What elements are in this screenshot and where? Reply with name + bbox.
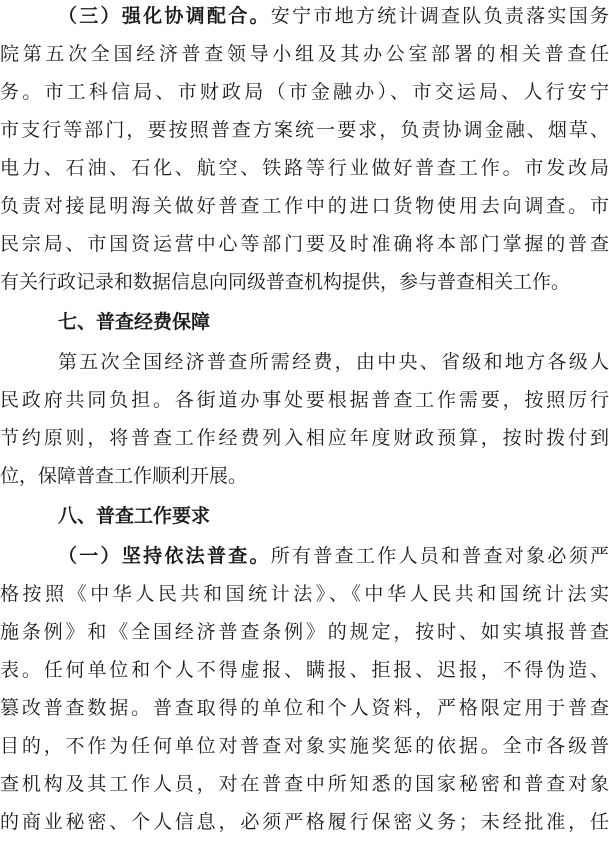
paragraph-text: 所有普查工作人员和普查对象必须严 bbox=[270, 545, 609, 567]
paragraph-line: 电力、石油、石化、航空、铁路等行业做好普查工作。市发改局 bbox=[0, 157, 609, 179]
paragraph-line: 院第五次全国经济普查领导小组及其办公室部署的相关普查任 bbox=[0, 43, 609, 65]
paragraph-line: 民政府共同负担。各街道办事处要根据普查工作需要，按照厉行 bbox=[0, 389, 609, 411]
paragraph-line: 表。任何单位和个人不得虚报、瞒报、拒报、迟报，不得伪造、 bbox=[0, 659, 609, 681]
paragraph-line: 民宗局、市国资运营中心等部门要及时准确将本部门掌握的普查 bbox=[0, 233, 609, 255]
paragraph-text: 安宁市地方统计调查队负责落实国务 bbox=[270, 5, 609, 27]
paragraph-line bbox=[0, 536, 609, 576]
subsection-lead: （三）强化协调配合。 bbox=[58, 5, 271, 27]
paragraph-line: 市支行等部门，要按照普查方案统一要求，负责协调金融、烟草、 bbox=[0, 119, 609, 141]
paragraph-line: 位，保障普查工作顺利开展。 bbox=[0, 465, 248, 487]
paragraph-line: 的商业秘密、个人信息，必须严格履行保密义务；未经批准，任 bbox=[0, 811, 609, 833]
paragraph-line: 务。市工科信局、市财政局（市金融办）、市交运局、人行安宁 bbox=[0, 81, 609, 103]
section-heading: 七、普查经费保障 bbox=[58, 311, 211, 333]
paragraph-line: 施条例》和《全国经济普查条例》的规定，按时、如实填报普查 bbox=[0, 621, 609, 643]
section-heading: 八、普查工作要求 bbox=[58, 505, 211, 527]
paragraph-line: 篡改普查数据。普查取得的单位和个人资料，严格限定用于普查 bbox=[0, 697, 609, 719]
paragraph-line bbox=[0, 0, 609, 36]
paragraph-line: 有关行政记录和数据信息向同级普查机构提供，参与普查相关工作。 bbox=[0, 271, 571, 293]
paragraph-line: 第五次全国经济普查所需经费，由中央、省级和地方各级人 bbox=[58, 351, 609, 373]
paragraph-line: 节约原则，将普查工作经费列入相应年度财政预算，按时拨付到 bbox=[0, 427, 609, 449]
paragraph-line: 查机构及其工作人员，对在普查中所知悉的国家秘密和普查对象 bbox=[0, 773, 609, 795]
paragraph-line: 负责对接昆明海关做好普查工作中的进口货物使用去向调查。市 bbox=[0, 195, 609, 217]
paragraph-line: 目的，不作为任何单位对普查对象实施奖惩的依据。全市各级普 bbox=[0, 735, 609, 757]
subsection-lead: （一）坚持依法普查。 bbox=[58, 545, 271, 567]
paragraph-line: 格按照《中华人民共和国统计法》、《中华人民共和国统计法实 bbox=[0, 583, 609, 605]
